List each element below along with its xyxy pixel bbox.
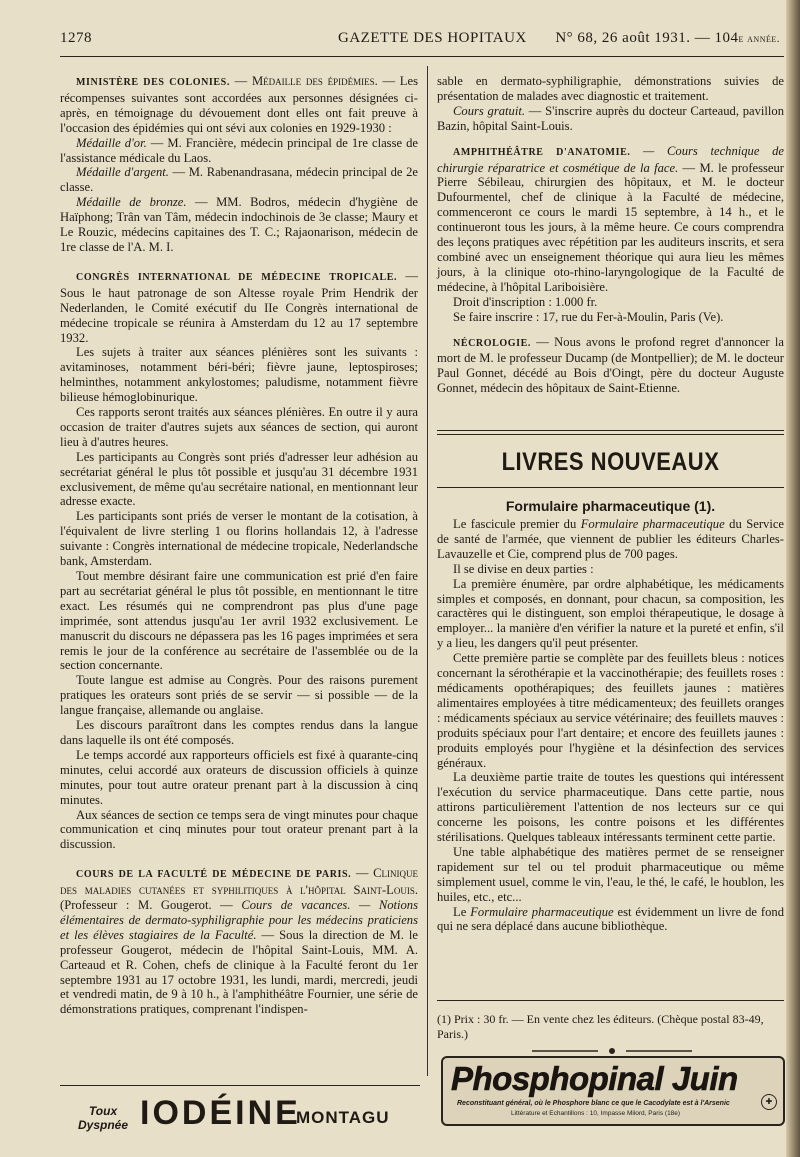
ad-phosphopinal-tagline: Reconstituant général, où le Phosphore blanc ce que le Cacodylate est à l'Arsenic [457,1100,730,1107]
congres-p10: Aux séances de section ce temps sera de vingt minutes pour chaque communication et cinq minutes pour tout orateur prenant part à la discussion. [60,807,418,852]
ornamental-divider [532,1047,692,1055]
medaille-bronze: Médaille de bronze. — MM. Bodros, médecin d'hygiène de Haïphong; Trân van Tâm, médecin indochinois de 3e classe; Maury et Le Rouzic, médecins capitaines des T. C.; Rajaonarison, médecin de 1re classe de l'A. M. I. [60,195,418,254]
livres-nouveaux-heading: LIVRES NOUVEAUX [501,447,720,476]
fp-p4: Cette première partie se complète par des feuillets bleus : notices concernant la sérothérapie et la vaccinothérapie; des feuillets roses : médicaments opothérapiques; des feuillets jaunes : matières alimentaires employées à titre médicamenteux; des feuillets oranges : médicaments spéciaux au service vétérinaire; des feuillets mauves : produits spéciaux pour l'art dentaire; et encore des feuillets jaunes : produits employés pour l'hygiène et la désinfection des services généraux. [437,651,784,770]
cours-faculte: COURS DE LA FACULTÉ DE MÉDECINE DE PARIS. — Clinique des maladies cutanées et syphilitiques à l'hôpital Saint-Louis. (Professeur : M. Gougerot. — Cours de vacances. — Notions élémentaires de dermato-syphiligraphie pour les médecins praticiens et les élèves stagiaires de la Faculté. — Sous la direction de M. le professeur Gougerot, médecin de l'hôpital Saint-Louis, MM. A. Carteaud et R. Cohen, chefs de clinique à la Faculté feront du 1er septembre 1931 au 17 octobre 1931, les lundi, mardi, mercredi, jeudi et vendredi matin, de 9 à 10 h., à l'amphithéâtre Fournier, une série de démonstrations pratiques, comprenant l'indispen- [60,866,419,1017]
amphitheatre-anatomie: AMPHITHÉÂTRE D'ANATOMIE. — Cours technique de chirurgie réparatrice et cosmétique de la face. — M. le professeur Pierre Sébileau, chirurgien des hôpitaux, et M. le docteur Dufourmentel, chef de clinique à la Faculté de médecine, commenceront ce cours le mardi 15 septembre, à 14 h., et le continueront tous les jours, à la même heure. Ce cours comprendra des leçons pratiques avec répétition par les auditeurs inscrits, et sera combiné avec un enseignement théorique qui aura lieu les mêmes jours, à la clinique oto-rhino-laryngologique de la Faculté de médecine, à l'hôpital Lariboisière. [437,143,784,294]
necrologie: NÉCROLOGIE. — Nous avons le profond regret d'annoncer la mort de M. le professeur Ducamp (de Montpellier); de M. le docteur Paul Gonnet, décédé au Bois d'Oingt, père du docteur Auguste Gonnet, médecin des hôpitaux de Saint-Etienne. [437,334,784,396]
fp-p5: La deuxième partie traite de toutes les questions qui intéressent l'exécution du service pharmaceutique. Dans cette partie, nous attirons particulièrement l'attention de nos lecteurs sur ce qui concerne les poisons, les contre poisons et les différentes stérilisations. Quelques tableaux intéressants terminent cette partie. [437,770,784,845]
footnote-rule [437,1000,784,1001]
column-divider [427,66,428,1076]
journal-title: GAZETTE DES HOPITAUX [338,30,527,46]
page-number: 1278 [60,30,92,46]
left-column [60,74,418,1017]
fp-p2: Il se divise en deux parties : [453,561,594,576]
header-rule [60,56,784,57]
congres-p9: Le temps accordé aux rapporteurs officiels est fixé à quarante-cinq minutes, celui accordé aux orateurs de discussion officiels à quinze minutes, pour tout autre orateur prenant part à la discussion à cinq minutes. [60,747,418,807]
congres-p6: Tout membre désirant faire une communication est prié d'en faire part au secrétariat général le plus tôt possible, en mentionnant le titre exact. Les résumés qui ne comprendront pas plus d'une page imprimée, sont attendus jusqu'au 1er avril 1932 exclusivement. Le manuscrit du discours ne dépassera pas les 16 pages imprimées et sera remis le jour de la conférence au secrétaire de l'assemblée ou de la section concernante. [60,569,418,673]
ad-phosphopinal-address: Littérature et Echantillons : 10, Impasse Milord, Paris (18e) [511,1110,681,1117]
congres-p3: Ces rapports seront traités aux séances plénières. En outre il y aura occasion de traiter d'autres sujets aux séances de section, qui auront lieu à d'autres heures. [60,405,418,449]
colonies-intro: MINISTÈRE DES COLONIES. — Médaille des épidémies. — Les récompenses suivantes sont accordées aux personnes désignées ci-après, en témoignage du dévouement dont elles ont fait preuve à l'occasion des épidémies qui ont sévi aux colonies en 1929-1930 : [60,74,418,135]
cours-continuation: sable en dermato-syphiligraphie, démonstrations suivies de présentation de malades avec diagnostic et traitement. [437,74,784,103]
phosphopinal-advertisement [441,1056,785,1126]
ad-phosphopinal-brand: Phosphopinal Juin [451,1060,738,1097]
formulaire-review [437,517,784,934]
issue-info: N° 68, 26 août 1931. — 104e année. [555,30,780,46]
medaille-or: Médaille d'or. — M. Francière, médecin principal de 1re classe de l'assistance médicale du Laos. [60,135,418,165]
congres-p5: Les participants sont priés de verser le montant de la cotisation, à l'équivalent de livre sterling 1 ou florins hollandais 12, à l'adresse suivante : Congrès international de médecine tropicale, Nederlandsche bank, Amsterdam. [60,509,418,569]
congres-p1: CONGRÈS INTERNATIONAL DE MÉDECINE TROPICALE. — Sous le haut patronage de son Altesse royale Prim Hendrik der Nederlanden, le Comité exécutif du IIe Congrès international de médecine tropicale se réunira à Amsterdam du 12 au 17 septembre 1932. [60,268,418,345]
footnote: (1) Prix : 30 fr. — En vente chez les éditeurs. (Chèque postal 83-49, Paris.) [437,1012,764,1041]
ad-logo-icon: ✚ [761,1094,777,1110]
ad-toux-dyspnee: Toux Dyspnée [78,1104,129,1132]
double-rule [437,430,784,435]
congres-p4: Les participants au Congrès sont priés d'adresser leur adhésion au secrétariat général le plus tôt possible et jusqu'au 31 décembre 1931 exclusivement, de même qu'au secrétaire national, en mentionnant leur adresse exacte. [60,449,418,509]
right-column-top [437,74,784,396]
page-header [60,30,784,50]
iodeine-advertisement [60,1085,420,1148]
fp-p7: Le Formulaire pharmaceutique est évidemment un livre de fond qui ne sera déplacé dans aucune bibliothèque. [437,904,785,934]
ad-montagu: MONTAGU [296,1108,390,1127]
se-faire-inscrire: Se faire inscrire : 17, rue du Fer-à-Moulin, Paris (Ve). [453,309,724,324]
cours-gratuit: Cours gratuit. — S'inscrire auprès du docteur Carteaud, pavillon Bazin, hôpital Saint-Louis. [437,103,784,133]
congres-p7: Toute langue est admise au Congrès. Pour des raisons purement pratiques les orateurs sont priés de se servir — si possible — de la langue française, allemande ou anglaise. [60,673,418,718]
droit-inscription: Droit d'inscription : 1.000 fr. [453,294,598,309]
medaille-argent: Médaille d'argent. — M. Rabenandrasana, médecin principal de 2e classe. [60,165,418,195]
ad-iodeine-brand: IODÉINE [140,1094,301,1132]
fp-p1: Le fascicule premier du Formulaire pharmaceutique du Service de santé de l'armée, que viennent de publier les éditeurs Charles-Lavauzelle et Cie, comprend plus de 700 pages. [437,517,784,561]
congres-p2: Les sujets à traiter aux séances plénières sont les suivants : avitaminoses, notamment béri-béri; fièvre jaune, leptospiroses; helminthes, notamment ankylostomes; paludisme, notamment fièvre bilieuse hémoglobinurique. [60,345,418,405]
formulaire-title: Formulaire pharmaceutique (1). [505,498,716,514]
fp-p3: La première énumère, par ordre alphabétique, les médicaments simples et composés, en donnant, pour chacun, sa composition, les caractères qui le distinguent, son emploi thérapeutique, le dosage à employer... la manière d'en vérifier la nature et la pureté et enfin, s'il y a lieu, les dangers qu'il peut présenter. [437,576,784,651]
congres-p8: Les discours paraîtront dans les comptes rendus dans la langue dans laquelle ils ont été composés. [60,718,418,747]
fp-p6: Une table alphabétique des matières permet de se renseigner rapidement sur tel ou tel produit pharmaceutique ou même simplement usuel, comme le vin, l'eau, le thé, le café, le houblon, les huiles, etc., etc... [437,844,784,904]
page-binding-edge [786,0,800,1157]
livres-nouveaux-section [437,430,784,514]
section-rule [437,487,784,488]
